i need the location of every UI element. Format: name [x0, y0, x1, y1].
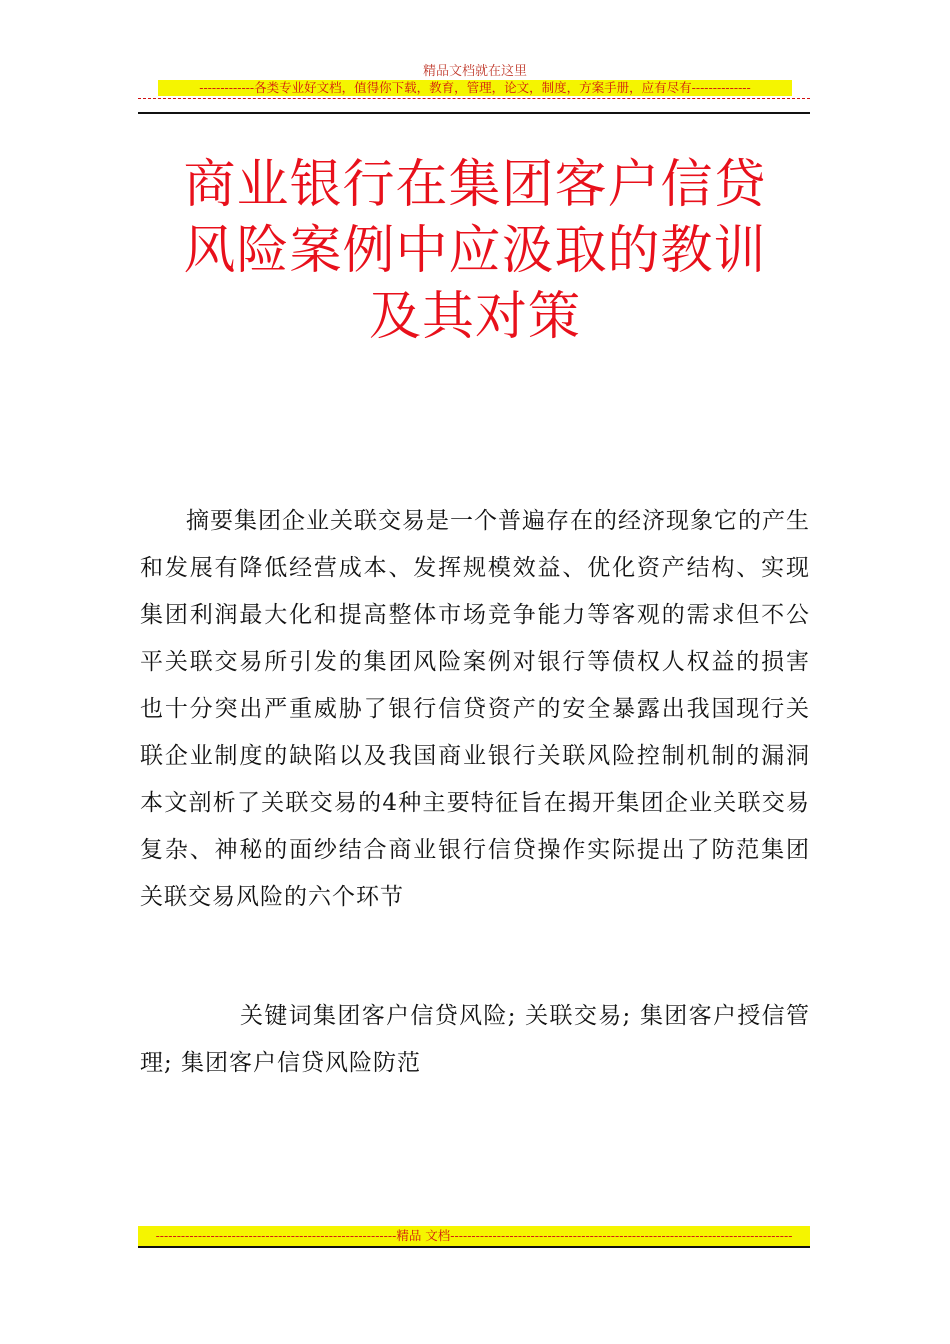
- title-line-1: 商业银行在集团客户信贷: [183, 155, 767, 215]
- title-line-3: 及其对策: [368, 287, 581, 347]
- header-banner: -------------各类专业好文档，值得你下载，教育，管理，论文，制度，方案手册，应有尽有--------------: [158, 80, 792, 96]
- header-tagline: 精品文档就在这里: [422, 64, 527, 79]
- document-title: [140, 152, 810, 350]
- abstract-paragraph: 摘要集团企业关联交易是一个普遍存在的经济现象它的产生和发展有降低经营成本、发挥规模效益、优化资产结构、实现集团利润最大化和提高整体市场竞争能力等客观的需求但不公平关联交易所引发的集团风险案例对银行等债权人权益的损害也十分突出严重威胁了银行信贷资产的安全暴露出我国现行关联企业制度的缺陷以及我国商业银行关联风险控制机制的漏洞本文剖析了关联交易的4种主要特征旨在揭开集团企业关联交易复杂、神秘的面纱结合商业银行信贷操作实际提出了防范集团关联交易风险的六个环节: [140, 508, 810, 910]
- header-rule: [138, 112, 810, 114]
- keywords-paragraph: 关键词集团客户信贷风险; 关联交易; 集团客户授信管理; 集团客户信贷风险防范: [140, 1003, 810, 1076]
- header-dashed-divider: [138, 98, 810, 111]
- footer-banner: ---------------------------------------------------------精品 文档---------------------------------------------------------------------------------: [138, 1226, 810, 1248]
- title-line-2: 风险案例中应汲取的教训: [183, 221, 767, 281]
